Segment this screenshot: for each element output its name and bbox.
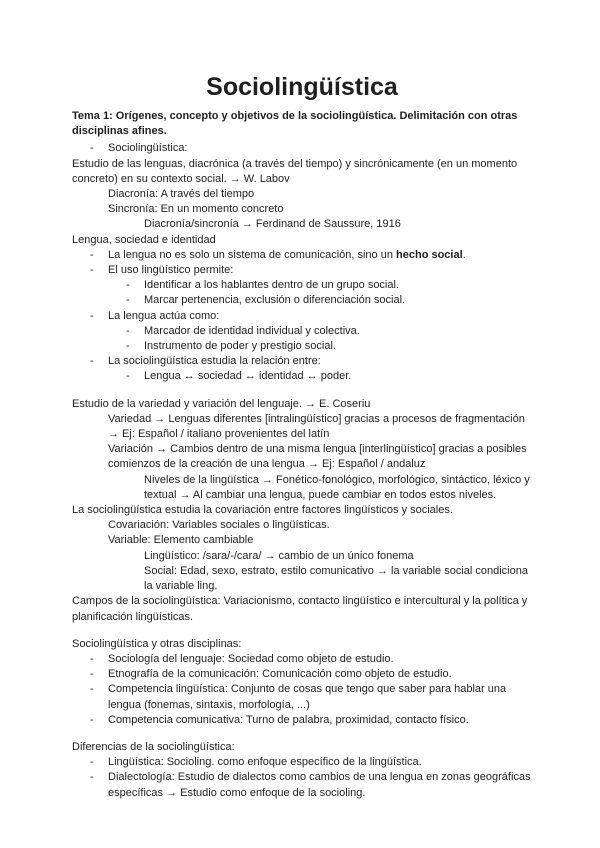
spacer	[72, 385, 532, 397]
diacronia-line: Diacronía: A través del tiempo	[108, 188, 255, 201]
section-heading-lengua: Lengua, sociedad e identidad	[72, 233, 216, 246]
niveles-paragraph: Niveles de la lingüística → Fonético-fonológico, morfológico, sintáctico, léxico y textual → Al cambiar una lengua, puede cambiar en todos estos niveles.	[144, 473, 530, 501]
list-item-hecho-social	[72, 248, 532, 263]
list-item-text-end: .	[462, 248, 466, 261]
list-item-relacion: - La sociolingüística estudia la relación entre:	[72, 354, 532, 369]
variacion-paragraph: Variación → Cambios dentro de una misma lengua [interlingüístico] gracias a posibles comienzos de la creación de una lengua → Ej: Español / andaluz	[108, 443, 527, 471]
list-item-competencia-linguistica: - Competencia lingüística: Conjunto de cosas que tengo que saber para hablar una lengua (fonemas, sintaxis, morfología, ...)	[72, 682, 532, 712]
list-item-dialectologia: - Dialectología: Estudio de dialectos como cambios de una lengua en zonas geográficas específicas → Estudio como enfoque de la socioling.	[72, 770, 532, 800]
sub-item-lengua-sociedad: - Lengua ↔ sociedad ↔ identidad ↔ poder.	[72, 369, 532, 384]
linguistico-line: Lingüístico: /sara/-/cara/ → cambio de un único fonema	[144, 549, 414, 562]
topic-heading: Tema 1: Orígenes, concepto y objetivos de la sociolingüística. Delimitación con otras disciplinas afines.	[72, 110, 518, 138]
sub-item-marcar: - Marcar pertenencia, exclusión o diferenciación social.	[72, 293, 532, 308]
section-heading-variedad: Estudio de la variedad y variación del lenguaje. → E. Coseriu	[72, 397, 371, 410]
list-item-competencia-comunicativa: - Competencia comunicativa: Turno de palabra, proximidad, contacto físico.	[72, 713, 532, 728]
spacer	[72, 728, 532, 740]
campos-paragraph: Campos de la sociolingüística: Variacionismo, contacto lingüístico e intercultural y la política y planificación lingüísticas.	[72, 595, 528, 623]
covariacion-intro: La sociolingüística estudia la covariación entre factores lingüísticos y sociales.	[72, 504, 453, 517]
bullet-sociolinguistica: - Sociolingüística:	[72, 141, 532, 156]
list-item-actua: - La lengua actúa como:	[72, 309, 532, 324]
variedad-paragraph: Variedad → Lenguas diferentes [intralingüístico] gracias a procesos de fragmentación → Ej: Español / italiano provenientes del latín	[108, 412, 525, 441]
emphasis-text: hecho social	[396, 248, 463, 261]
section-heading-disciplinas: Sociolingüística y otras disciplinas:	[72, 637, 242, 650]
list-item-uso: - El uso lingüístico permite:	[72, 263, 532, 278]
sincronia-line: Sincronía: En un momento concreto	[108, 203, 284, 216]
sub-item-marcador: - Marcador de identidad individual y colectiva.	[72, 324, 532, 339]
list-item-sociologia: - Sociología del lenguaje: Sociedad como objeto de estudio.	[72, 652, 532, 667]
sub-item-instrumento: - Instrumento de poder y prestigio social.	[72, 339, 532, 354]
sub-item-identificar: - Identificar a los hablantes dentro de un grupo social.	[72, 278, 532, 293]
saussure-line: Diacronía/sincronía → Ferdinand de Saussure, 1916	[144, 218, 401, 231]
document-content	[72, 72, 532, 801]
spacer	[72, 625, 532, 637]
definition-paragraph: Estudio de las lenguas, diacrónica (a través del tiempo) y sincrónicamente (en un momento concreto) en su contexto social. → W. Labov	[72, 157, 518, 185]
list-item-text: La lengua no es solo un sistema de comunicación, sino un	[108, 248, 397, 261]
list-item-linguistica: - Lingüística: Socioling. como enfoque específico de la lingüística.	[72, 755, 532, 770]
social-paragraph: Social: Edad, sexo, estrato, estilo comunicativo → la variable social condiciona la variable ling.	[144, 564, 528, 593]
page-title: Sociolingüística	[206, 73, 398, 101]
section-heading-diferencias: Diferencias de la sociolingüística:	[72, 740, 235, 753]
list-item-etnografia: - Etnografía de la comunicación: Comunicación como objeto de estudio.	[72, 667, 532, 682]
covariacion-line: Covariación: Variables sociales o lingüísticas.	[108, 519, 330, 532]
variable-line: Variable: Elemento cambiable	[108, 534, 254, 547]
